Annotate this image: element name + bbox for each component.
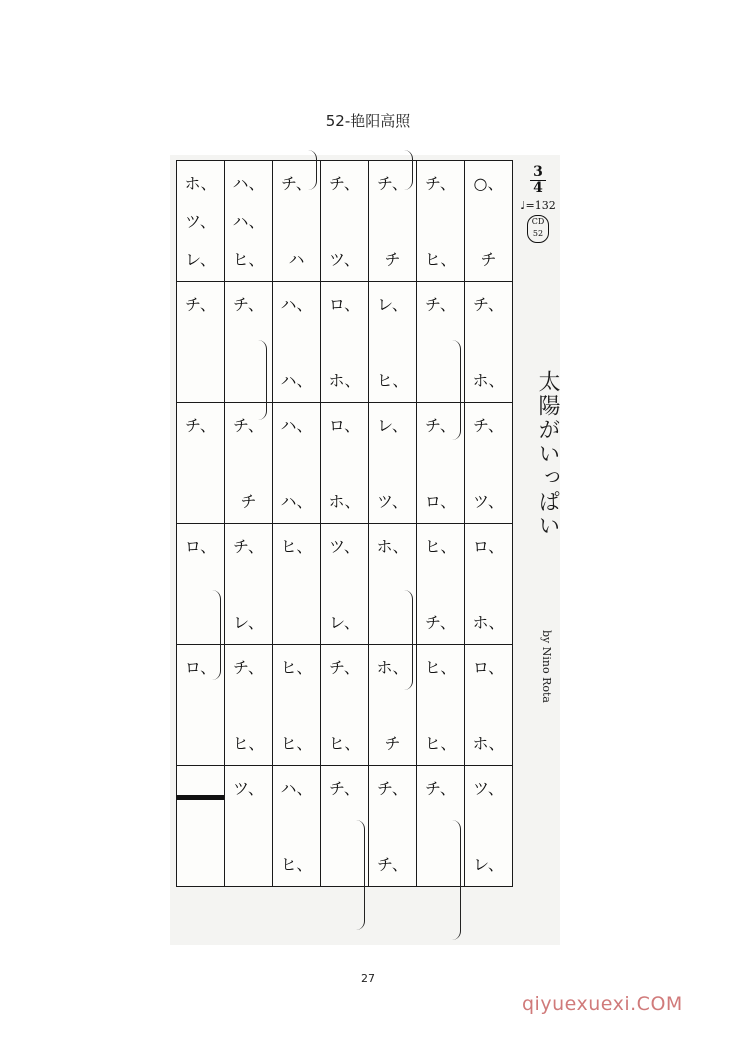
score-note: チ、 (377, 174, 408, 193)
score-cell-notes (225, 161, 272, 281)
score-note: ツ、 (185, 212, 216, 231)
score-note: ヒ、 (424, 537, 457, 556)
score-cell-notes (225, 524, 272, 644)
score-note: チ、 (233, 295, 264, 314)
score-note: チ、 (233, 416, 264, 435)
score-note: ハ (288, 250, 305, 269)
score-note: チ、 (425, 174, 456, 193)
score-note: チ、 (233, 658, 264, 677)
final-barline (176, 795, 224, 800)
score-cell-notes (273, 766, 320, 886)
slur-mark (258, 340, 267, 420)
score-note: ヒ、 (280, 658, 313, 677)
score-cell (369, 403, 417, 524)
score-note: ヒ、 (376, 371, 409, 390)
score-note: チ (240, 492, 257, 511)
score-note: チ、 (329, 658, 360, 677)
score-cell (417, 524, 465, 645)
score-note: ロ、 (472, 537, 505, 556)
score-note: チ、 (473, 416, 504, 435)
score-row (177, 645, 513, 766)
song-title: 太陽がいっぱい (535, 370, 560, 538)
score-note: ツ、 (377, 492, 408, 511)
score-note: ヒ、 (424, 250, 457, 269)
cd-number: 52 (532, 229, 544, 238)
score-note: ロ、 (424, 492, 457, 511)
score-cell-notes (321, 645, 368, 765)
tempo-marking: ♩=132 (520, 199, 556, 212)
score-cell-notes (465, 282, 512, 402)
score-cell (177, 766, 225, 887)
score-note: レ、 (473, 855, 504, 874)
score-cell (465, 161, 513, 282)
score-note: チ、 (233, 537, 264, 556)
score-cell-notes (273, 524, 320, 644)
shakuhachi-score-table (176, 160, 513, 887)
score-note: チ、 (377, 855, 408, 874)
score-note: ツ、 (473, 492, 504, 511)
score-cell (417, 645, 465, 766)
score-cell (225, 161, 273, 282)
score-note: ヒ、 (424, 658, 457, 677)
slur-mark (212, 590, 221, 680)
score-note: ハ、 (280, 492, 313, 511)
score-cell-notes (321, 161, 368, 281)
score-note: ロ、 (472, 658, 505, 677)
score-cell-notes (273, 645, 320, 765)
score-cell-notes (273, 403, 320, 523)
score-cell-notes (369, 766, 416, 886)
score-note: ツ、 (329, 250, 360, 269)
score-note: チ (384, 250, 401, 269)
score-note: ホ、 (184, 174, 217, 193)
score-note: ホ、 (328, 492, 361, 511)
score-cell (225, 403, 273, 524)
score-note: ハ、 (232, 174, 265, 193)
score-cell (369, 766, 417, 887)
score-note: ヒ、 (424, 734, 457, 753)
score-cell-notes (225, 403, 272, 523)
score-note: ホ、 (472, 371, 505, 390)
score-note: ロ、 (184, 537, 217, 556)
score-cell (273, 524, 321, 645)
score-cell (321, 403, 369, 524)
score-cell-notes (225, 645, 272, 765)
score-cell-notes (177, 766, 224, 886)
score-note: ツ、 (233, 779, 264, 798)
score-cell-notes (225, 766, 272, 886)
score-cell (465, 403, 513, 524)
score-note: チ、 (185, 416, 216, 435)
score-row (177, 161, 513, 282)
score-note: ヒ、 (280, 734, 313, 753)
slur-mark (404, 590, 413, 690)
score-cell-notes (417, 524, 464, 644)
score-cell-notes (369, 403, 416, 523)
score-row (177, 524, 513, 645)
score-cell (225, 524, 273, 645)
score-cell (465, 524, 513, 645)
score-cell-notes (321, 524, 368, 644)
score-note: チ、 (425, 295, 456, 314)
score-note: ヒ、 (232, 734, 265, 753)
score-note: レ、 (329, 613, 360, 632)
slur-mark (404, 150, 413, 190)
score-note: チ、 (377, 779, 408, 798)
time-signature (516, 165, 560, 196)
score-note: ホ、 (376, 537, 409, 556)
score-note: チ、 (329, 174, 360, 193)
score-cell (177, 403, 225, 524)
score-cell (465, 645, 513, 766)
score-note: ハ、 (280, 416, 313, 435)
score-cell-notes (321, 282, 368, 402)
score-note: レ、 (185, 250, 216, 269)
score-note: ロ、 (184, 658, 217, 677)
score-cell (273, 766, 321, 887)
score-cell (273, 282, 321, 403)
slur-mark (452, 340, 461, 440)
cd-label: CD (531, 217, 545, 226)
score-cell (321, 282, 369, 403)
score-cell-notes (177, 403, 224, 523)
score-cell (465, 282, 513, 403)
score-note: レ、 (377, 416, 408, 435)
score-note: ホ、 (472, 734, 505, 753)
score-note: ロ、 (328, 295, 361, 314)
score-note: ツ、 (473, 779, 504, 798)
score-note: レ、 (233, 613, 264, 632)
time-signature-top: 3 (533, 164, 543, 180)
score-note: ツ、 (329, 537, 360, 556)
score-note: チ、 (425, 416, 456, 435)
score-note: ホ、 (328, 371, 361, 390)
score-cell-notes (273, 282, 320, 402)
time-signature-bottom: 4 (533, 180, 543, 196)
score-cell (417, 161, 465, 282)
score-cell-notes (417, 645, 464, 765)
score-cell (273, 645, 321, 766)
score-note: チ、 (425, 779, 456, 798)
score-cell (177, 282, 225, 403)
score-note: レ、 (377, 295, 408, 314)
score-cell-notes (465, 161, 512, 281)
score-cell-notes (369, 282, 416, 402)
score-cell-notes (177, 282, 224, 402)
score-note: チ、 (185, 295, 216, 314)
score-note: ヒ、 (232, 250, 265, 269)
score-note: ヒ、 (280, 855, 313, 874)
composer-credit: by Nino Rota (540, 630, 553, 703)
score-cell (369, 282, 417, 403)
score-note: チ、 (329, 779, 360, 798)
score-cell-notes (321, 403, 368, 523)
score-cell-notes (417, 161, 464, 281)
site-watermark: qiyuexuexi.COM (522, 993, 683, 1015)
page-title: 52-艳阳高照 (325, 112, 411, 130)
score-note: チ (480, 250, 497, 269)
score-note: チ、 (281, 174, 312, 193)
score-note: ヒ、 (328, 734, 361, 753)
score-cell (321, 161, 369, 282)
score-cell (465, 766, 513, 887)
score-cell (177, 161, 225, 282)
score-note: チ、 (425, 613, 456, 632)
score-cell (273, 403, 321, 524)
cd-track-badge (527, 215, 549, 243)
score-cell-notes (177, 161, 224, 281)
score-cell (225, 766, 273, 887)
score-cell (321, 524, 369, 645)
slur-mark (452, 820, 461, 940)
score-note: チ、 (473, 295, 504, 314)
score-note: ホ、 (472, 613, 505, 632)
score-note: ハ、 (232, 212, 265, 231)
score-cell-notes (465, 766, 512, 886)
score-cell-notes (465, 645, 512, 765)
score-cell (225, 645, 273, 766)
score-note: チ (384, 734, 401, 753)
slur-mark (356, 820, 365, 930)
score-note: ハ、 (280, 371, 313, 390)
score-note: ハ、 (280, 779, 313, 798)
score-cell-notes (465, 403, 512, 523)
score-row (177, 403, 513, 524)
score-note: ホ、 (376, 658, 409, 677)
score-note: ロ、 (328, 416, 361, 435)
score-row (177, 282, 513, 403)
score-header (516, 165, 560, 243)
slur-mark (308, 150, 317, 190)
score-note: ハ、 (280, 295, 313, 314)
score-cell-notes (465, 524, 512, 644)
score-cell (321, 645, 369, 766)
score-row (177, 766, 513, 887)
score-note: ○、 (473, 174, 504, 193)
score-note: ヒ、 (280, 537, 313, 556)
page-number: 27 (361, 972, 375, 985)
